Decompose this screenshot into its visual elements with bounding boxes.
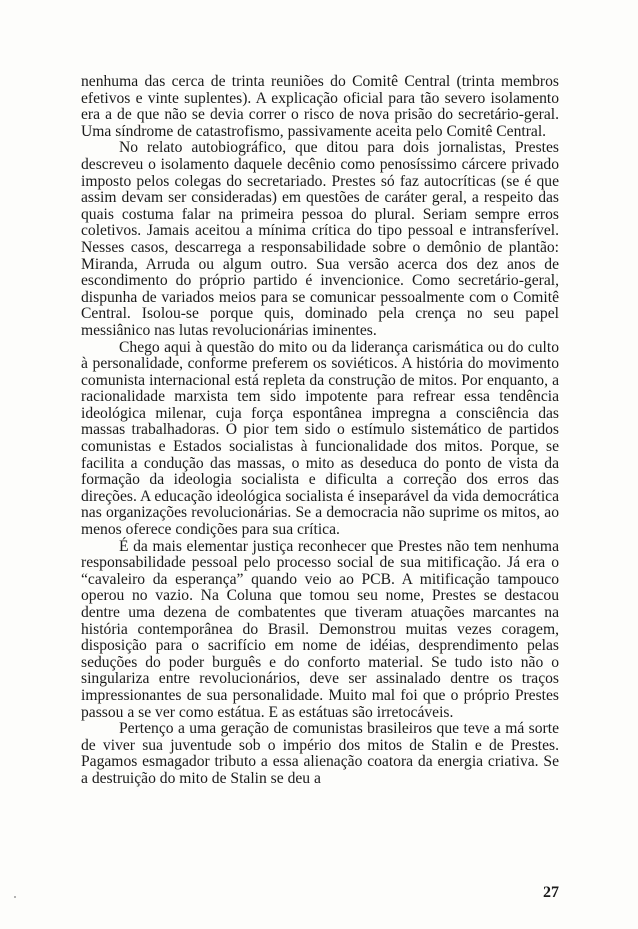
- paragraph-2: No relato autobiográfico, que ditou para dois jornalistas, Prestes descreveu o isolamento daquele decênio como penosíssimo cárcere privado imposto pelos colegas do secretariado. Prestes só faz autocríticas (se é que assim devam ser consideradas) em questões de caráter geral, a respeito das quais costuma falar na primeira pessoa do plural. Seriam sempre erros coletivos. Jamais aceitou a mínima crítica do tipo pessoal e intransferível. Nesses casos, descarrega a responsabilidade sobre o demônio de plantão: Miranda, Arruda ou algum outro. Sua versão acerca dos dez anos de escondimento do próprio partido é invencionice. Como secretário-geral, dispunha de variados meios para se comunicar pessoalmente com o Comitê Central. Isolou-se porque quis, dominado pela crença no seu papel messiânico nas lutas revolucionárias iminentes.: [81, 139, 559, 339]
- paragraph-5: Pertenço a uma geração de comunistas brasileiros que teve a má sorte de viver sua juventude sob o império dos mitos de Stalin e de Prestes. Pagamos esmagador tributo a essa alienação coatora da energia criativa. Se a destruição do mito de Stalin se deu a: [81, 720, 559, 787]
- paragraph-3: Chego aqui à questão do mito ou da liderança carismática ou do culto à personalidade, conforme preferem os soviéticos. A história do movimento comunista internacional está repleta da construção de mitos. Por enquanto, a racionalidade marxista tem sido impotente para refrear essa tendência ideológica milenar, cuja força espontânea impregna a consciência das massas trabalhadoras. O pior tem sido o estímulo sistemático de partidos comunistas e Estados socialistas à funcionalidade dos mitos. Porque, se facilita a condução das massas, o mito as deseduca do ponto de vista da formação da ideologia socialista e dificulta a correção dos erros das direções. A educação ideológica socialista é inseparável da vida democrática nas organizações revolucionárias. Se a democracia não suprime os mitos, ao menos oferece condições para sua crítica.: [81, 338, 559, 539]
- paragraph-4: É da mais elementar justiça reconhecer que Prestes não tem nenhuma responsabilidade pessoal pelo processo social de sua mitificação. Já era o “cavaleiro da esperança” quando veio ao PCB. A mitificação tampouco operou no vazio. Na Coluna que tomou seu nome, Prestes se destacou dentre uma dezena de combatentes que tiveram atuações marcantes na história contemporânea do Brasil. Demonstrou muitas vezes coragem, disposição para o sacrifício em nome de idéias, desprendimento pelas seduções do poder burguês e do conforto material. Se tudo isto não o singulariza entre revolucionários, deve ser assinalado dentre os traços impressionantes de sua personalidade. Muito mal foi que o próprio Prestes passou a se ver como estátua. E as estátuas são irretocáveis.: [81, 537, 559, 721]
- paragraph-1: nenhuma das cerca de trinta reuniões do Comitê Central (trinta membros efetivos e vinte suplentes). A explicação oficial para tão severo isolamento era a de que não se devia correr o risco de nova prisão do secretário-geral. Uma síndrome de catastrofismo, passivamente aceita pelo Comitê Central.: [81, 73, 559, 140]
- scan-speck: [14, 896, 16, 898]
- body-text: [81, 74, 559, 788]
- page-number: 27: [543, 884, 559, 901]
